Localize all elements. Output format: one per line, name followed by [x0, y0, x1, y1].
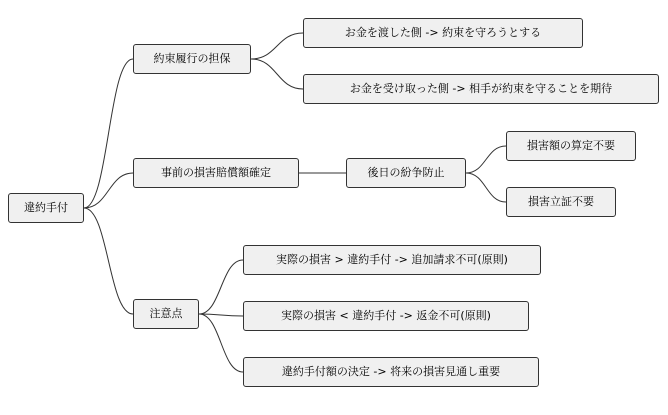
diagram-edge-b3-to-b3c3 [199, 314, 243, 372]
diagram-node-root: 違約手付 [8, 193, 84, 223]
diagram-node-b3c1: 実際の損害 > 違約手付 -> 追加請求不可(原則) [243, 245, 541, 275]
diagram-node-b2c1a: 損害額の算定不要 [506, 131, 636, 161]
diagram-edge-root-to-b3 [84, 208, 133, 314]
diagram-node-b2: 事前の損害賠償額確定 [133, 158, 299, 188]
diagram-node-b3c2: 実際の損害 < 違約手付 -> 返金不可(原則) [243, 301, 529, 331]
diagram-node-b3: 注意点 [133, 299, 199, 329]
diagram-node-b1c1: お金を渡した側 -> 約束を守ろうとする [303, 18, 583, 48]
diagram-edge-root-to-b1 [84, 59, 133, 208]
diagram-node-b2c1b: 損害立証不要 [506, 187, 616, 217]
diagram-edge-b1-to-b1c1 [251, 33, 303, 59]
diagram-node-b1: 約束履行の担保 [133, 44, 251, 74]
diagram-edge-b1-to-b1c2 [251, 59, 303, 89]
diagram-node-b1c2: お金を受け取った側 -> 相手が約束を守ることを期待 [303, 74, 659, 104]
diagram-node-b3c3: 違約手付額の決定 -> 将来の損害見通し重要 [243, 357, 539, 387]
diagram-edge-b2c1-to-b2c1a [466, 146, 506, 173]
diagram-edge-b3-to-b3c1 [199, 260, 243, 314]
diagram-node-b2c1: 後日の紛争防止 [346, 158, 466, 188]
diagram-edge-b2c1-to-b2c1b [466, 173, 506, 202]
